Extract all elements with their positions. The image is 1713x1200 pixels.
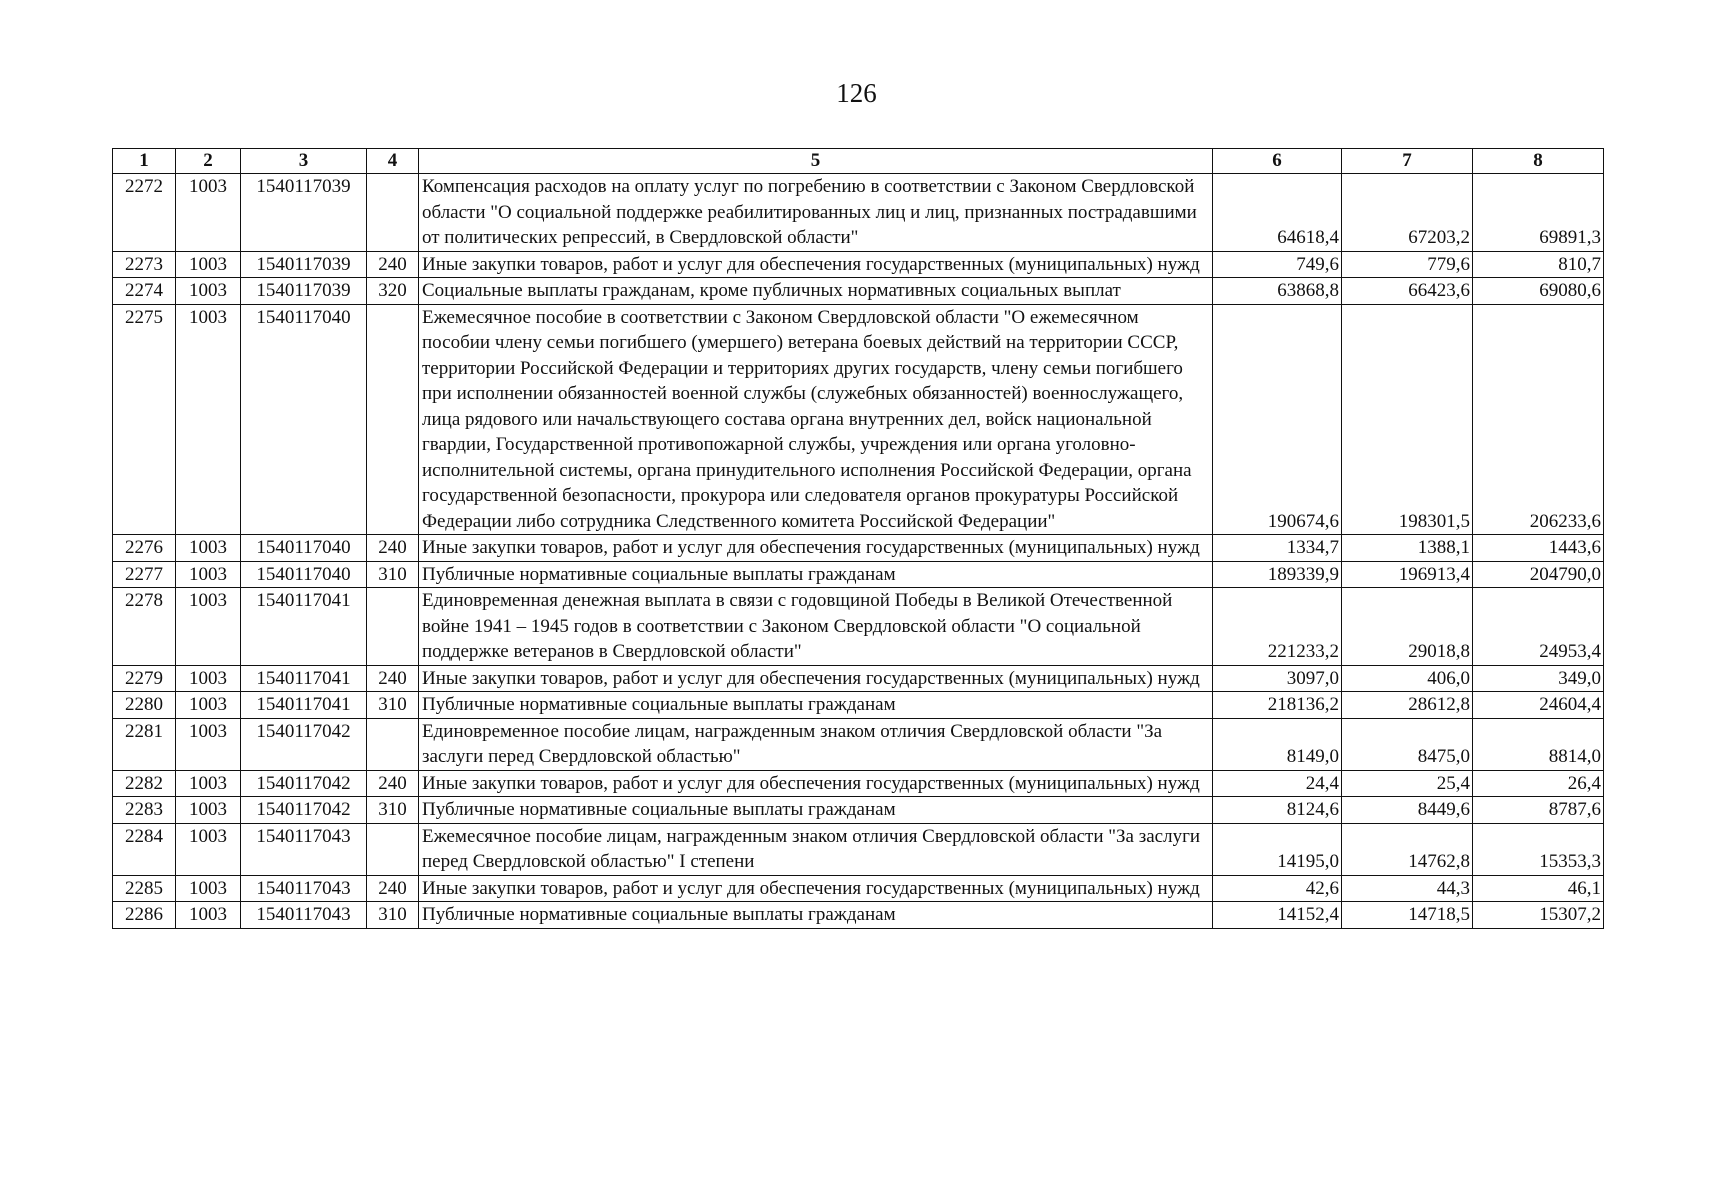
amount-year-3-cell: 24604,4 bbox=[1473, 692, 1604, 719]
description-cell: Иные закупки товаров, работ и услуг для обеспечения государственных (муниципальных) нужд bbox=[419, 665, 1213, 692]
amount-year-1-cell: 42,6 bbox=[1213, 875, 1342, 902]
column-header: 6 bbox=[1213, 149, 1342, 174]
description-cell: Единовременное пособие лицам, награжденным знаком отличия Свердловской области "За заслуги перед Свердловской областью" bbox=[419, 718, 1213, 770]
table-row bbox=[113, 251, 1604, 278]
expense-type-cell: 320 bbox=[367, 278, 419, 305]
description-cell: Ежемесячное пособие в соответствии с Законом Свердловской области "О ежемесячном пособии члену семьи погибшего (умершего) ветерана боевых действий на территории СССР, территории Российской Федерации и территориях других государств, члену семьи погибшего при исполнении обязанностей военной службы (служебных обязанностей) военнослужащего, лица рядового или начальствующего состава органа внутренних дел, войск национальной гвардии, Государственной противопожарной службы, учреждения или органа уголовно-исполнительной системы, органа принудительного исполнения Российской Федерации, органа государственной безопасности, прокурора или следователя органов прокуратуры Российской Федерации либо сотрудника Следственного комитета Российской Федерации" bbox=[419, 304, 1213, 535]
amount-year-1-cell: 14195,0 bbox=[1213, 823, 1342, 875]
amount-year-1-cell: 749,6 bbox=[1213, 251, 1342, 278]
expense-type-cell: 240 bbox=[367, 535, 419, 562]
amount-year-3-cell: 24953,4 bbox=[1473, 588, 1604, 666]
section-code-cell: 1003 bbox=[176, 823, 241, 875]
amount-year-1-cell: 24,4 bbox=[1213, 770, 1342, 797]
description-cell: Иные закупки товаров, работ и услуг для обеспечения государственных (муниципальных) нужд bbox=[419, 770, 1213, 797]
row-number-cell: 2276 bbox=[113, 535, 176, 562]
amount-year-1-cell: 221233,2 bbox=[1213, 588, 1342, 666]
amount-year-2-cell: 14718,5 bbox=[1342, 902, 1473, 929]
amount-year-2-cell: 196913,4 bbox=[1342, 561, 1473, 588]
table-row bbox=[113, 561, 1604, 588]
expense-type-cell: 240 bbox=[367, 875, 419, 902]
amount-year-2-cell: 28612,8 bbox=[1342, 692, 1473, 719]
description-cell: Публичные нормативные социальные выплаты гражданам bbox=[419, 902, 1213, 929]
amount-year-1-cell: 218136,2 bbox=[1213, 692, 1342, 719]
section-code-cell: 1003 bbox=[176, 902, 241, 929]
amount-year-2-cell: 1388,1 bbox=[1342, 535, 1473, 562]
table-row bbox=[113, 278, 1604, 305]
expense-type-cell: 310 bbox=[367, 692, 419, 719]
table-body bbox=[113, 174, 1604, 929]
row-number-cell: 2279 bbox=[113, 665, 176, 692]
target-article-cell: 1540117040 bbox=[241, 561, 367, 588]
row-number-cell: 2275 bbox=[113, 304, 176, 535]
amount-year-3-cell: 8787,6 bbox=[1473, 797, 1604, 824]
amount-year-3-cell: 349,0 bbox=[1473, 665, 1604, 692]
expense-type-cell bbox=[367, 588, 419, 666]
description-cell: Иные закупки товаров, работ и услуг для обеспечения государственных (муниципальных) нужд bbox=[419, 875, 1213, 902]
description-cell: Публичные нормативные социальные выплаты гражданам bbox=[419, 797, 1213, 824]
row-number-cell: 2283 bbox=[113, 797, 176, 824]
target-article-cell: 1540117043 bbox=[241, 875, 367, 902]
table-row bbox=[113, 665, 1604, 692]
expense-type-cell: 240 bbox=[367, 770, 419, 797]
table-row bbox=[113, 823, 1604, 875]
target-article-cell: 1540117042 bbox=[241, 718, 367, 770]
row-number-cell: 2273 bbox=[113, 251, 176, 278]
amount-year-1-cell: 64618,4 bbox=[1213, 174, 1342, 252]
amount-year-2-cell: 8449,6 bbox=[1342, 797, 1473, 824]
amount-year-3-cell: 46,1 bbox=[1473, 875, 1604, 902]
amount-year-3-cell: 15353,3 bbox=[1473, 823, 1604, 875]
expense-type-cell: 240 bbox=[367, 665, 419, 692]
target-article-cell: 1540117040 bbox=[241, 304, 367, 535]
description-cell: Иные закупки товаров, работ и услуг для обеспечения государственных (муниципальных) нужд bbox=[419, 251, 1213, 278]
row-number-cell: 2281 bbox=[113, 718, 176, 770]
column-header: 8 bbox=[1473, 149, 1604, 174]
expense-type-cell: 310 bbox=[367, 561, 419, 588]
row-number-cell: 2282 bbox=[113, 770, 176, 797]
amount-year-2-cell: 44,3 bbox=[1342, 875, 1473, 902]
amount-year-3-cell: 15307,2 bbox=[1473, 902, 1604, 929]
expense-type-cell bbox=[367, 718, 419, 770]
table-row bbox=[113, 770, 1604, 797]
row-number-cell: 2284 bbox=[113, 823, 176, 875]
column-header: 3 bbox=[241, 149, 367, 174]
section-code-cell: 1003 bbox=[176, 770, 241, 797]
amount-year-2-cell: 29018,8 bbox=[1342, 588, 1473, 666]
amount-year-2-cell: 25,4 bbox=[1342, 770, 1473, 797]
column-header: 2 bbox=[176, 149, 241, 174]
section-code-cell: 1003 bbox=[176, 692, 241, 719]
amount-year-1-cell: 1334,7 bbox=[1213, 535, 1342, 562]
expense-type-cell bbox=[367, 174, 419, 252]
amount-year-1-cell: 14152,4 bbox=[1213, 902, 1342, 929]
amount-year-3-cell: 69080,6 bbox=[1473, 278, 1604, 305]
row-number-cell: 2277 bbox=[113, 561, 176, 588]
table-row bbox=[113, 797, 1604, 824]
amount-year-2-cell: 779,6 bbox=[1342, 251, 1473, 278]
expense-type-cell bbox=[367, 304, 419, 535]
row-number-cell: 2285 bbox=[113, 875, 176, 902]
description-cell: Социальные выплаты гражданам, кроме публичных нормативных социальных выплат bbox=[419, 278, 1213, 305]
table-row bbox=[113, 875, 1604, 902]
section-code-cell: 1003 bbox=[176, 561, 241, 588]
expense-type-cell: 310 bbox=[367, 797, 419, 824]
amount-year-2-cell: 66423,6 bbox=[1342, 278, 1473, 305]
target-article-cell: 1540117041 bbox=[241, 588, 367, 666]
target-article-cell: 1540117039 bbox=[241, 251, 367, 278]
row-number-cell: 2278 bbox=[113, 588, 176, 666]
section-code-cell: 1003 bbox=[176, 535, 241, 562]
target-article-cell: 1540117042 bbox=[241, 770, 367, 797]
amount-year-3-cell: 8814,0 bbox=[1473, 718, 1604, 770]
row-number-cell: 2280 bbox=[113, 692, 176, 719]
amount-year-3-cell: 69891,3 bbox=[1473, 174, 1604, 252]
description-cell: Публичные нормативные социальные выплаты гражданам bbox=[419, 692, 1213, 719]
target-article-cell: 1540117043 bbox=[241, 823, 367, 875]
amount-year-2-cell: 8475,0 bbox=[1342, 718, 1473, 770]
page-number: 126 bbox=[836, 78, 877, 108]
section-code-cell: 1003 bbox=[176, 718, 241, 770]
column-header: 4 bbox=[367, 149, 419, 174]
target-article-cell: 1540117041 bbox=[241, 665, 367, 692]
amount-year-2-cell: 14762,8 bbox=[1342, 823, 1473, 875]
section-code-cell: 1003 bbox=[176, 797, 241, 824]
description-cell: Публичные нормативные социальные выплаты гражданам bbox=[419, 561, 1213, 588]
table-row bbox=[113, 304, 1604, 535]
section-code-cell: 1003 bbox=[176, 588, 241, 666]
column-header: 1 bbox=[113, 149, 176, 174]
description-cell: Иные закупки товаров, работ и услуг для обеспечения государственных (муниципальных) нужд bbox=[419, 535, 1213, 562]
target-article-cell: 1540117039 bbox=[241, 174, 367, 252]
table-row bbox=[113, 535, 1604, 562]
amount-year-1-cell: 189339,9 bbox=[1213, 561, 1342, 588]
section-code-cell: 1003 bbox=[176, 875, 241, 902]
table-row bbox=[113, 692, 1604, 719]
table-row bbox=[113, 588, 1604, 666]
target-article-cell: 1540117043 bbox=[241, 902, 367, 929]
table-row bbox=[113, 902, 1604, 929]
section-code-cell: 1003 bbox=[176, 278, 241, 305]
table-header-row bbox=[113, 149, 1604, 174]
target-article-cell: 1540117042 bbox=[241, 797, 367, 824]
expense-type-cell bbox=[367, 823, 419, 875]
amount-year-1-cell: 8149,0 bbox=[1213, 718, 1342, 770]
section-code-cell: 1003 bbox=[176, 251, 241, 278]
amount-year-3-cell: 204790,0 bbox=[1473, 561, 1604, 588]
row-number-cell: 2272 bbox=[113, 174, 176, 252]
amount-year-2-cell: 67203,2 bbox=[1342, 174, 1473, 252]
row-number-cell: 2286 bbox=[113, 902, 176, 929]
amount-year-3-cell: 810,7 bbox=[1473, 251, 1604, 278]
amount-year-1-cell: 63868,8 bbox=[1213, 278, 1342, 305]
amount-year-1-cell: 8124,6 bbox=[1213, 797, 1342, 824]
target-article-cell: 1540117041 bbox=[241, 692, 367, 719]
amount-year-3-cell: 26,4 bbox=[1473, 770, 1604, 797]
expense-type-cell: 310 bbox=[367, 902, 419, 929]
amount-year-3-cell: 206233,6 bbox=[1473, 304, 1604, 535]
description-cell: Единовременная денежная выплата в связи с годовщиной Победы в Великой Отечественной войне 1941 – 1945 годов в соответствии с Законом Свердловской области "О социальной поддержке ветеранов в Свердловской области" bbox=[419, 588, 1213, 666]
section-code-cell: 1003 bbox=[176, 665, 241, 692]
section-code-cell: 1003 bbox=[176, 174, 241, 252]
column-header: 5 bbox=[419, 149, 1213, 174]
column-header: 7 bbox=[1342, 149, 1473, 174]
description-cell: Компенсация расходов на оплату услуг по погребению в соответствии с Законом Свердловской области "О социальной поддержке реабилитированных лиц и лиц, признанных пострадавшими от политических репрессий, в Свердловской области" bbox=[419, 174, 1213, 252]
section-code-cell: 1003 bbox=[176, 304, 241, 535]
budget-table bbox=[112, 148, 1604, 929]
target-article-cell: 1540117040 bbox=[241, 535, 367, 562]
table-row bbox=[113, 174, 1604, 252]
description-cell: Ежемесячное пособие лицам, награжденным знаком отличия Свердловской области "За заслуги перед Свердловской областью" I степени bbox=[419, 823, 1213, 875]
amount-year-2-cell: 406,0 bbox=[1342, 665, 1473, 692]
amount-year-1-cell: 3097,0 bbox=[1213, 665, 1342, 692]
row-number-cell: 2274 bbox=[113, 278, 176, 305]
table-row bbox=[113, 718, 1604, 770]
target-article-cell: 1540117039 bbox=[241, 278, 367, 305]
amount-year-1-cell: 190674,6 bbox=[1213, 304, 1342, 535]
amount-year-2-cell: 198301,5 bbox=[1342, 304, 1473, 535]
amount-year-3-cell: 1443,6 bbox=[1473, 535, 1604, 562]
expense-type-cell: 240 bbox=[367, 251, 419, 278]
